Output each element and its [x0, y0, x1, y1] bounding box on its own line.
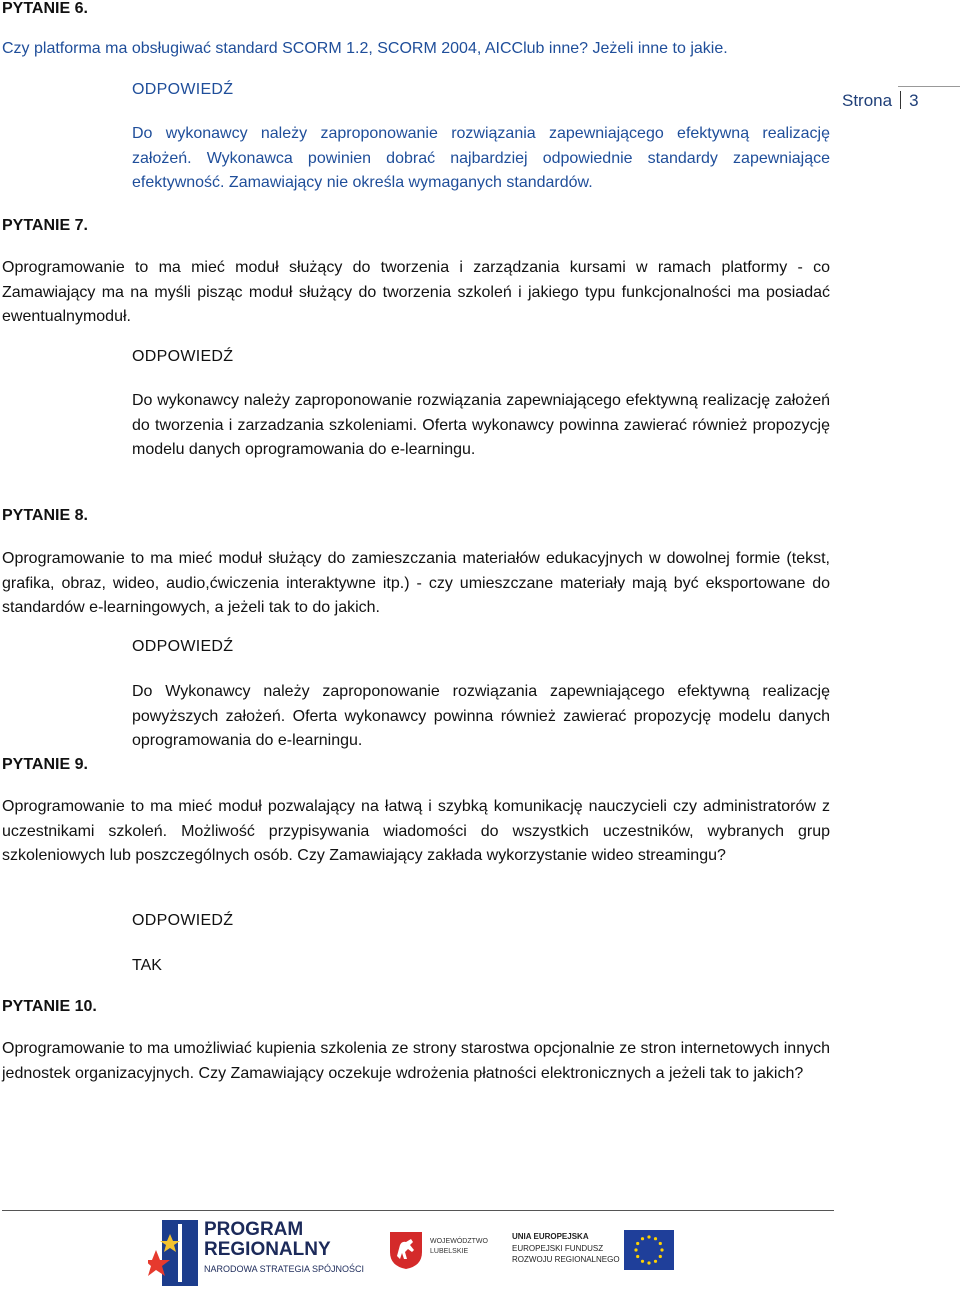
answer-6-label: ODPOWIEDŹ [132, 81, 234, 98]
question-7-text: Oprogramowanie to ma mieć moduł służący do tworzenia i zarządzania kursami w ramach platformy - co Zamawiający ma na myśli pisząc moduł służący do tworzenia szkoleń i jakiego typu funkcjonalności ma posiadać ewentualnymoduł. [2, 259, 830, 325]
answer-8-text: Do Wykonawcy należy zaproponowanie rozwiązania zapewniającego efektywną realizację powyższych założeń. Oferta wykonawcy powinna również zawierać propozycję modelu danych oprogramowania do e-learningu. [132, 683, 830, 749]
page-number-value: 3 [909, 91, 919, 110]
question-8-heading: PYTANIE 8. [2, 507, 88, 524]
answer-9-text: TAK [132, 957, 162, 974]
page-number [842, 91, 919, 111]
region-line-2: LUBELSKIE [430, 1248, 469, 1255]
question-9-text: Oprogramowanie to ma mieć moduł pozwalający na łatwą i szybką komunikację nauczycieli czy administratorów z uczestnikami szkoleń. Możliwość przypisywania wiadomości do wszystkich uczestników, wybranych grup szkoleniowych lub poszczególnych osób. Czy Zamawiający zakłada wykorzystanie wideo streamingu? [2, 798, 830, 864]
answer-8-label: ODPOWIEDŹ [132, 638, 234, 655]
question-6-text: Czy platforma ma obsługiwać standard SCORM 1.2, SCORM 2004, AICClub inne? Jeżeli inne to jakie. [2, 40, 728, 57]
program-line-3: NARODOWA STRATEGIA SPÓJNOŚCI [204, 1264, 365, 1274]
program-line-2: REGIONALNY [204, 1239, 331, 1260]
answer-7-label: ODPOWIEDŹ [132, 348, 234, 365]
question-10-text: Oprogramowanie to ma umożliwiać kupienia szkolenia ze strony starostwa opcjonalnie ze stron internetowych innych jednostek organizacyjnych. Czy Zamawiający oczekuje wdrożenia płatności elektronicznych a jeżeli tak to jakich? [2, 1040, 830, 1082]
program-regionalny-logo [148, 1218, 365, 1288]
region-line-1: WOJEWÓDZTWO [430, 1238, 488, 1245]
question-7-heading: PYTANIE 7. [2, 217, 88, 234]
footer-rule [2, 1210, 834, 1211]
page-number-rule [898, 86, 960, 87]
answer-9-label: ODPOWIEDŹ [132, 912, 234, 929]
wojewodztwo-lubelskie-logo [388, 1226, 498, 1282]
lubelskie-coat-of-arms-icon [388, 1230, 424, 1270]
eu-line-1: UNIA EUROPEJSKA [512, 1232, 589, 1241]
unia-europejska-logo [512, 1228, 682, 1278]
page-label: Strona [842, 91, 893, 110]
eu-flag-icon [624, 1230, 674, 1270]
program-line-1: PROGRAM [204, 1219, 304, 1240]
question-10-heading: PYTANIE 10. [2, 998, 97, 1015]
answer-6-text: Do wykonawcy należy zaproponowanie rozwiązania zapewniającego efektywną realizację założeń. Wykonawca powinien dobrać najbardziej odpowiednie standardy zapewniające efektywność. Zamawiający nie określa wymaganych standardów. [132, 125, 830, 191]
program-regionalny-emblem-icon [148, 1220, 198, 1286]
eu-line-3: ROZWOJU REGIONALNEGO [512, 1255, 620, 1264]
question-8-text: Oprogramowanie to ma mieć moduł służący do zamieszczania materiałów edukacyjnych w dowolnej formie (tekst, grafika, obraz, wideo, audio,ćwiczenia interaktywne itp.) - czy umieszczane materiały mają być eksportowane do standardów e-learningowych, a jeżeli tak to do jakich. [2, 550, 830, 616]
page-number-divider [900, 91, 901, 109]
answer-7-text: Do wykonawcy należy zaproponowanie rozwiązania zapewniającego efektywną realizację założeń do tworzenia i zarzadzania szkoleniami. Oferta wykonawcy powinna zawierać również propozycję modelu danych oprogramowania do e-learningu. [132, 392, 830, 458]
question-6-heading: PYTANIE 6. [2, 0, 88, 17]
question-9-heading: PYTANIE 9. [2, 756, 88, 773]
eu-line-2: EUROPEJSKI FUNDUSZ [512, 1244, 604, 1253]
